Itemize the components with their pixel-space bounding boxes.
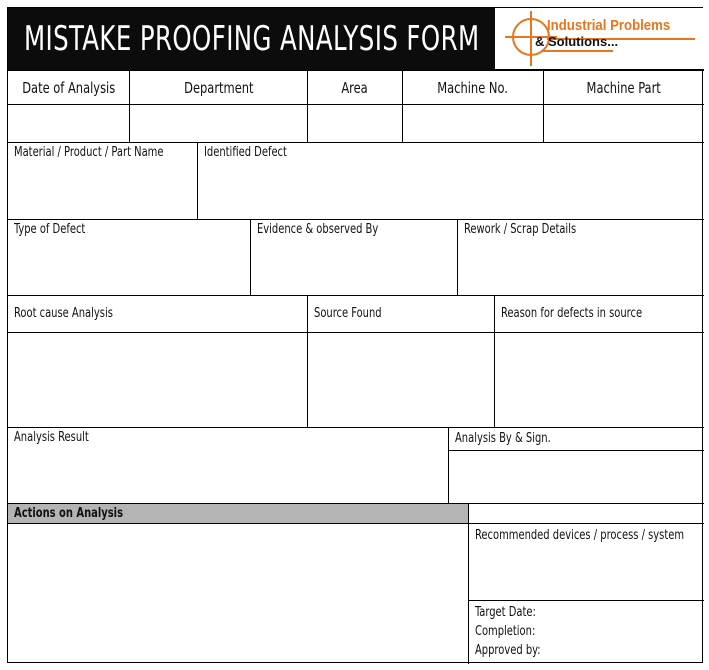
label-analysis-by-sign: Analysis By & Sign. [449,428,704,451]
field-date-of-analysis[interactable] [8,105,130,143]
field-evidence-observed-by[interactable]: Evidence & observed By [251,220,458,296]
company-logo [495,8,704,70]
field-department[interactable] [130,105,308,143]
field-analysis-result[interactable]: Analysis Result [8,428,449,504]
header-department: Department [130,70,308,105]
completion-field[interactable]: Completion: [475,624,536,639]
field-reason-for-defects[interactable] [495,333,704,428]
field-machine-part[interactable] [544,105,704,143]
mistake-proofing-form [7,7,703,663]
section-actions-on-analysis: Actions on Analysis [8,504,469,524]
logo-line-2: & Solutions... [535,34,619,49]
field-identified-defect[interactable]: Identified Defect [198,143,704,220]
label-reason-for-defects: Reason for defects in source [495,296,704,333]
label-source-found: Source Found [308,296,495,333]
target-date-field[interactable]: Target Date: [475,605,536,620]
field-machine-no[interactable] [403,105,544,143]
form-title: MISTAKE PROOFING ANALYSIS FORM [23,19,480,59]
field-area[interactable] [308,105,403,143]
header-area: Area [308,70,403,105]
field-rework-scrap-details[interactable]: Rework / Scrap Details [458,220,704,296]
header-date-of-analysis: Date of Analysis [8,70,130,105]
approval-block [469,601,704,664]
form-title-bar [8,8,495,70]
field-recommended-devices[interactable]: Recommended devices / process / system [469,524,704,601]
field-analysis-by-sign[interactable] [449,451,704,504]
logo-line-1: Industrial Problems [547,17,671,34]
field-material-product-part-name[interactable]: Material / Product / Part Name [8,143,198,220]
header-machine-part: Machine Part [544,70,704,105]
field-source-found[interactable] [308,333,495,428]
actions-header-spacer [469,504,704,524]
field-actions-on-analysis[interactable] [8,524,469,664]
label-root-cause-analysis: Root cause Analysis [8,296,308,333]
approved-by-field[interactable]: Approved by: [475,643,541,658]
field-root-cause-analysis[interactable] [8,333,308,428]
field-type-of-defect[interactable]: Type of Defect [8,220,251,296]
header-machine-no: Machine No. [403,70,544,105]
